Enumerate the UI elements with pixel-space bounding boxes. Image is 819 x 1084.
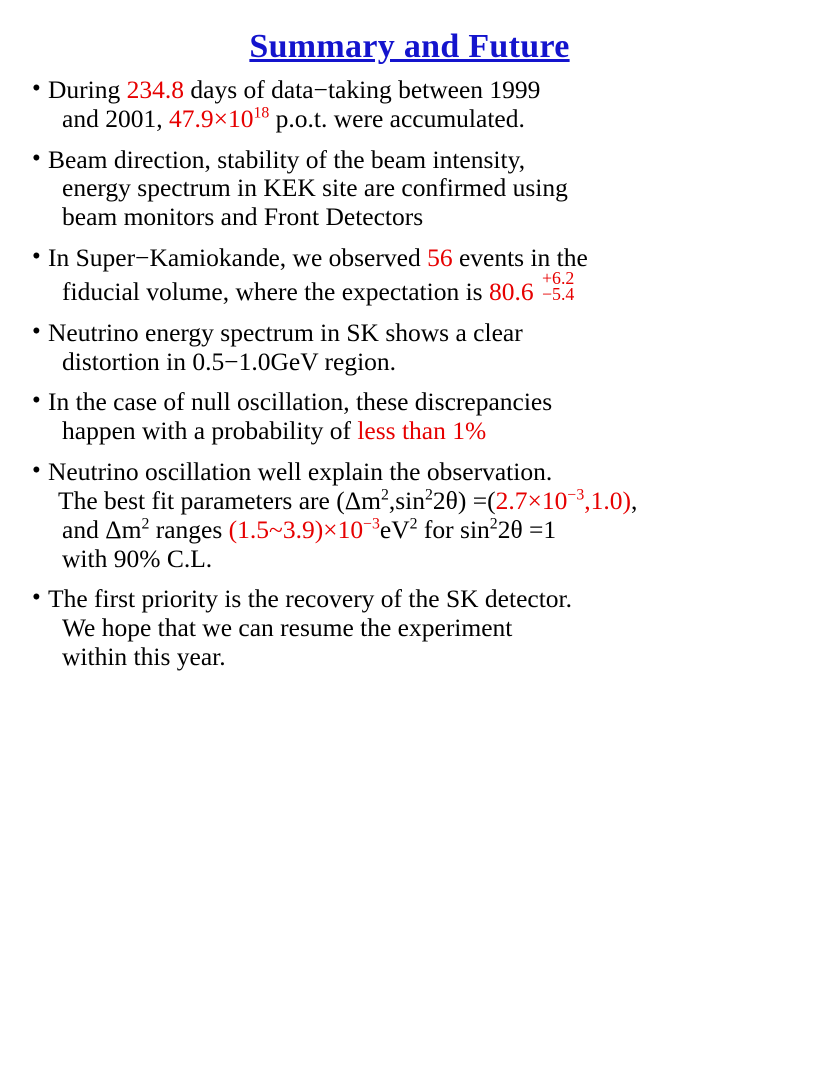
highlight-text: 47.9×10 [168, 103, 254, 133]
superscript: 2 [425, 486, 433, 504]
bullet-line [48, 643, 801, 672]
superscript: 2 [141, 515, 150, 533]
highlight-text: 80.6 [488, 277, 534, 307]
superscript: 2 [489, 515, 498, 533]
bullet-data-taking [32, 76, 801, 134]
text: Beam direction, stability of the beam intensity, [48, 144, 526, 174]
bullet-dot-icon: • [32, 584, 41, 612]
bullet-line [48, 417, 801, 446]
text: eV [379, 514, 410, 544]
text: energy spectrum in KEK site are confirmed using [62, 173, 568, 203]
superscript: 2 [380, 486, 389, 504]
bullet-future-priority [32, 585, 801, 671]
bullet-energy-spectrum [32, 319, 801, 377]
text: 2θ =1 [497, 514, 557, 544]
bullet-sk-events [32, 244, 801, 307]
text: ranges [149, 514, 229, 544]
text: fiducial volume, where the expectation is [62, 277, 489, 307]
asymmetric-error [541, 267, 575, 304]
bullet-null-oscillation [32, 388, 801, 446]
bullet-line [48, 348, 801, 377]
bullet-line [48, 585, 801, 614]
error-upper: +6.2 [541, 267, 575, 288]
superscript: 2 [409, 515, 418, 533]
error-lower: −5.4 [541, 283, 575, 304]
text: with 90% C.L. [62, 543, 213, 573]
text: The best fit parameters are (Δm [58, 485, 381, 515]
bullet-line [48, 105, 801, 134]
bullet-line [48, 545, 801, 574]
text: beam monitors and Front Detectors [62, 202, 424, 232]
highlight-text: less than 1% [357, 416, 487, 446]
text: happen with a probability of [62, 416, 358, 446]
highlight-text: 234.8 [126, 75, 184, 104]
text: distortion in 0.5−1.0GeV region. [62, 346, 397, 376]
bullet-dot-icon: • [32, 243, 41, 271]
bullet-line [48, 76, 801, 105]
bullet-line [48, 458, 801, 487]
bullet-dot-icon: • [32, 387, 41, 415]
text: During [48, 75, 127, 104]
superscript-highlight: 18 [253, 104, 270, 122]
text: and Δm [62, 514, 142, 544]
text: days of data−taking between 1999 [184, 75, 541, 104]
text: p.o.t. were accumulated. [269, 103, 525, 133]
bullet-line [48, 146, 801, 175]
highlight-text: 2.7×10 [495, 485, 568, 515]
bullet-line [48, 516, 801, 545]
text [534, 277, 540, 306]
text: 2θ) =( [432, 485, 496, 515]
bullet-dot-icon: • [32, 317, 41, 345]
text: ,sin [388, 485, 426, 515]
bullet-beam-direction [32, 146, 801, 232]
bullet-line [48, 244, 801, 273]
slide-canvas [0, 28, 819, 1084]
text: In the case of null oscillation, these discrepancies [48, 387, 553, 417]
bullet-dot-icon: • [32, 144, 41, 172]
superscript-highlight: −3 [363, 515, 380, 533]
text: Neutrino energy spectrum in SK shows a clear [48, 317, 523, 347]
text: In Super−Kamiokande, we observed [48, 243, 428, 273]
bullet-line [48, 267, 801, 307]
page-title: Summary and Future [249, 28, 570, 65]
highlight-text: 56 [427, 243, 453, 273]
text: events in the [452, 243, 588, 273]
text: , [630, 485, 638, 515]
bullet-dot-icon: • [32, 457, 41, 485]
bullet-line [48, 319, 801, 348]
bullet-line [48, 203, 801, 232]
highlight-text: ,1.0) [584, 485, 631, 515]
text: We hope that we can resume the experiment [62, 613, 513, 643]
text: Neutrino oscillation well explain the observation. [48, 457, 553, 487]
text: for sin [417, 514, 490, 544]
bullet-line [48, 388, 801, 417]
bullet-line [48, 174, 801, 203]
bullet-line [48, 614, 801, 643]
bullet-oscillation-fit [32, 458, 801, 573]
superscript-highlight: −3 [567, 486, 585, 504]
bullet-line [48, 487, 801, 516]
text: and 2001, [62, 103, 169, 133]
text: within this year. [62, 641, 226, 671]
text: The first priority is the recovery of the SK detector. [48, 584, 573, 614]
bullet-dot-icon: • [32, 75, 41, 102]
slide-body [0, 76, 819, 672]
highlight-text: (1.5~3.9)×10 [228, 514, 364, 544]
